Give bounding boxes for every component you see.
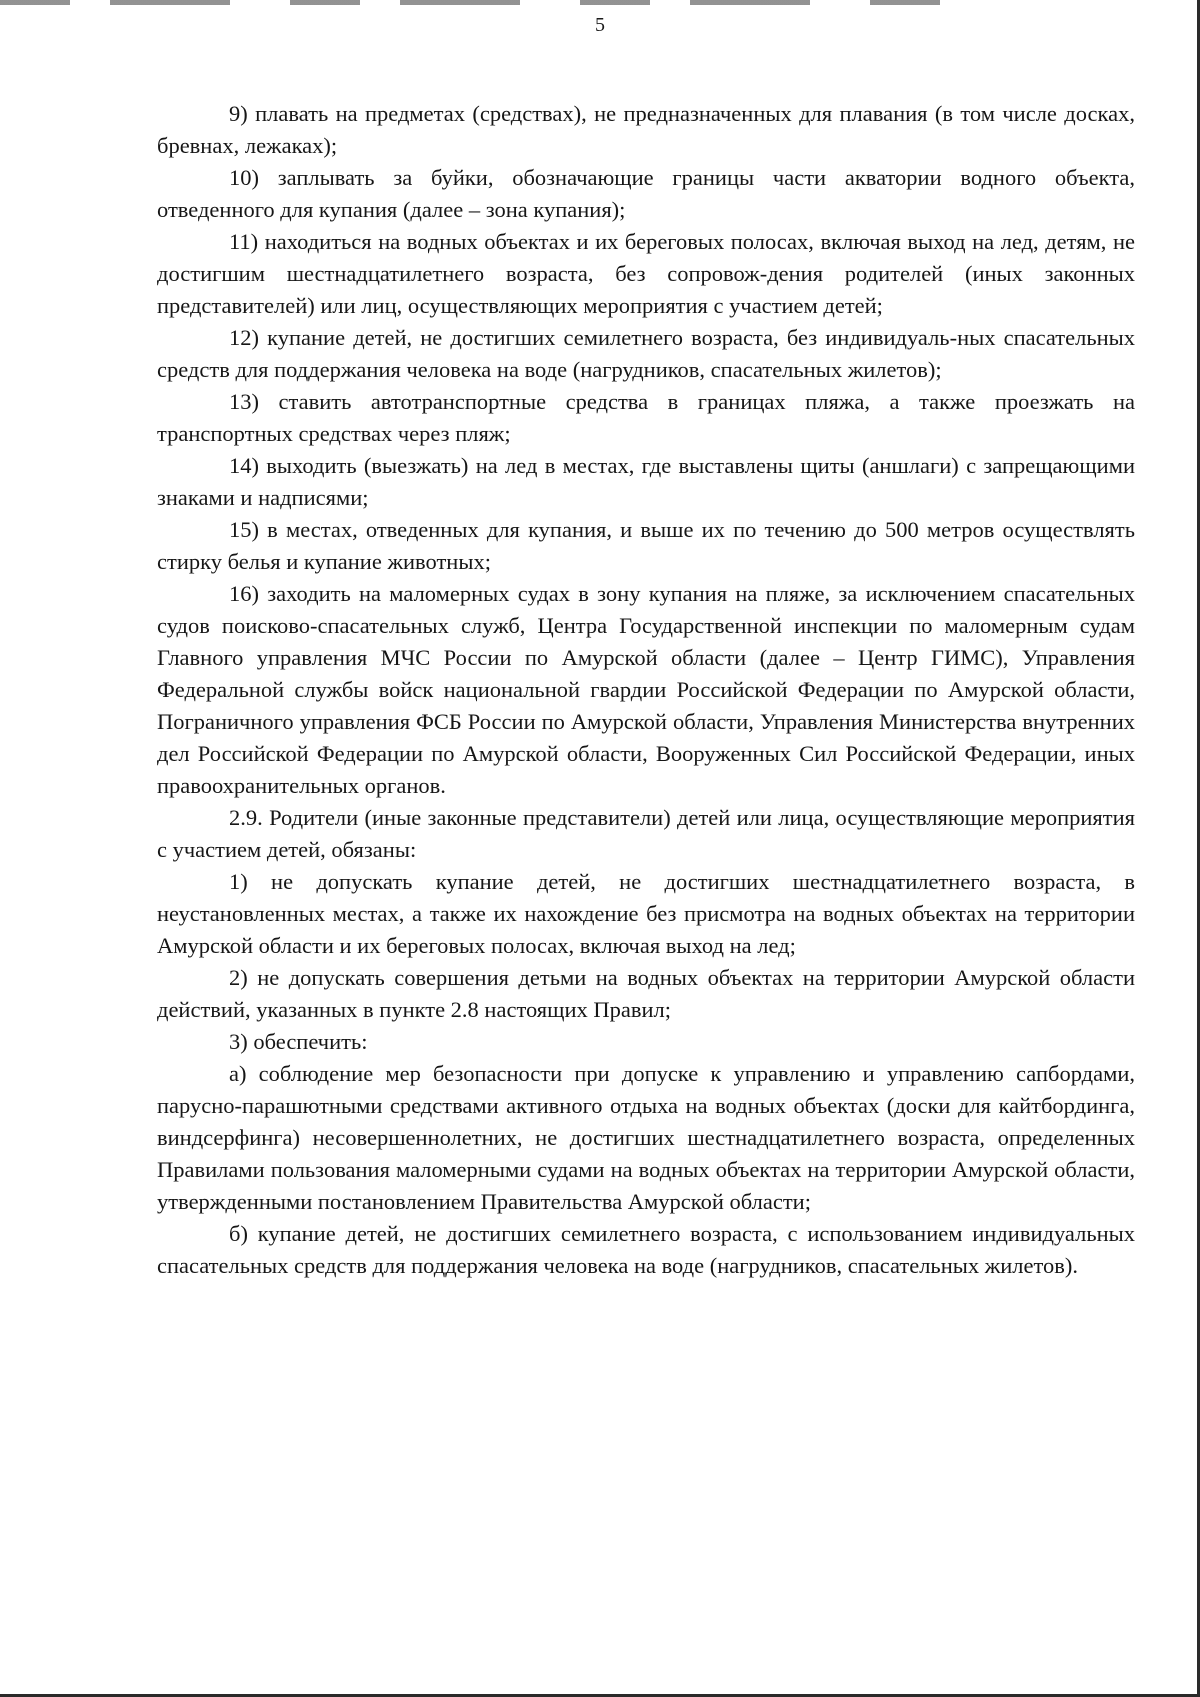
paragraph-item-16: 16) заходить на маломерных судах в зону купания на пляже, за исключением спасательных судов поисково-спасательных служб, Центра Государственной инспекции по маломерным судам Главного управления МЧС России по Амурской области (далее – Центр ГИМС), Управления Федеральной службы войск национальной гвардии Российской Федерации по Амурской области, Пограничного управления ФСБ России по Амурской области, Управления Министерства внутренних дел Российской Федерации по Амурской области, Вооруженных Сил Российской Федерации, иных правоохранительных органов. <box>157 581 1135 798</box>
document-body <box>157 98 1135 1282</box>
paragraph-duty-3a: а) соблюдение мер безопасности при допуске к управлению и управлению сапбордами, парусно-парашютными средствами активного отдыха на водных объектах (доски для кайтбординга, виндсерфинга) несовершеннолетних, не достигших шестнадцатилетнего возраста, определенных Правилами пользования маломерными судами на водных объектах на территории Амурской области, утвержденными постановлением Правительства Амурской области; <box>157 1061 1135 1214</box>
paragraph-item-9: 9) плавать на предметах (средствах), не предназначенных для плавания (в том числе досках, бревнах, лежаках); <box>157 101 1135 158</box>
paragraph-item-13: 13) ставить автотранспортные средства в границах пляжа, а также проезжать на транспортных средствах через пляж; <box>157 389 1135 446</box>
paragraph-duty-1: 1) не допускать купание детей, не достигших шестнадцатилетнего возраста, в неустановленных местах, а также их нахождение без присмотра на водных объектах на территории Амурской области и их береговых полосах, включая выход на лед; <box>157 869 1135 958</box>
scan-top-edge <box>0 0 960 5</box>
section-2-9-heading: 2.9. Родители (иные законные представители) детей или лица, осуществляющие мероприятия с участием детей, обязаны: <box>157 805 1135 862</box>
paragraph-duty-2: 2) не допускать совершения детьми на водных объектах на территории Амурской области действий, указанных в пункте 2.8 настоящих Правил; <box>157 965 1135 1022</box>
paragraph-item-14: 14) выходить (выезжать) на лед в местах, где выставлены щиты (аншлаги) с запрещающими знаками и надписями; <box>157 453 1135 510</box>
paragraph-duty-3: 3) обеспечить: <box>229 1029 368 1054</box>
paragraph-item-11: 11) находиться на водных объектах и их береговых полосах, включая выход на лед, детям, не достигшим шестнадцатилетнего возраста, без сопровож-дения родителей (иных законных представителей) или лиц, осуществляющих мероприятия с участием детей; <box>157 229 1135 318</box>
paragraph-item-15: 15) в местах, отведенных для купания, и выше их по течению до 500 метров осуществлять стирку белья и купание животных; <box>157 517 1135 574</box>
page-number: 5 <box>595 14 605 36</box>
paragraph-item-10: 10) заплывать за буйки, обозначающие границы части акватории водного объекта, отведенного для купания (далее – зона купания); <box>157 165 1135 222</box>
paragraph-item-12: 12) купание детей, не достигших семилетнего возраста, без индивидуаль-ных спасательных средств для поддержания человека на воде (нагрудников, спасательных жилетов); <box>157 325 1135 382</box>
paragraph-duty-3b: б) купание детей, не достигших семилетнего возраста, с использованием индивидуальных спасательных средств для поддержания человека на воде (нагрудников, спасательных жилетов). <box>157 1221 1135 1278</box>
